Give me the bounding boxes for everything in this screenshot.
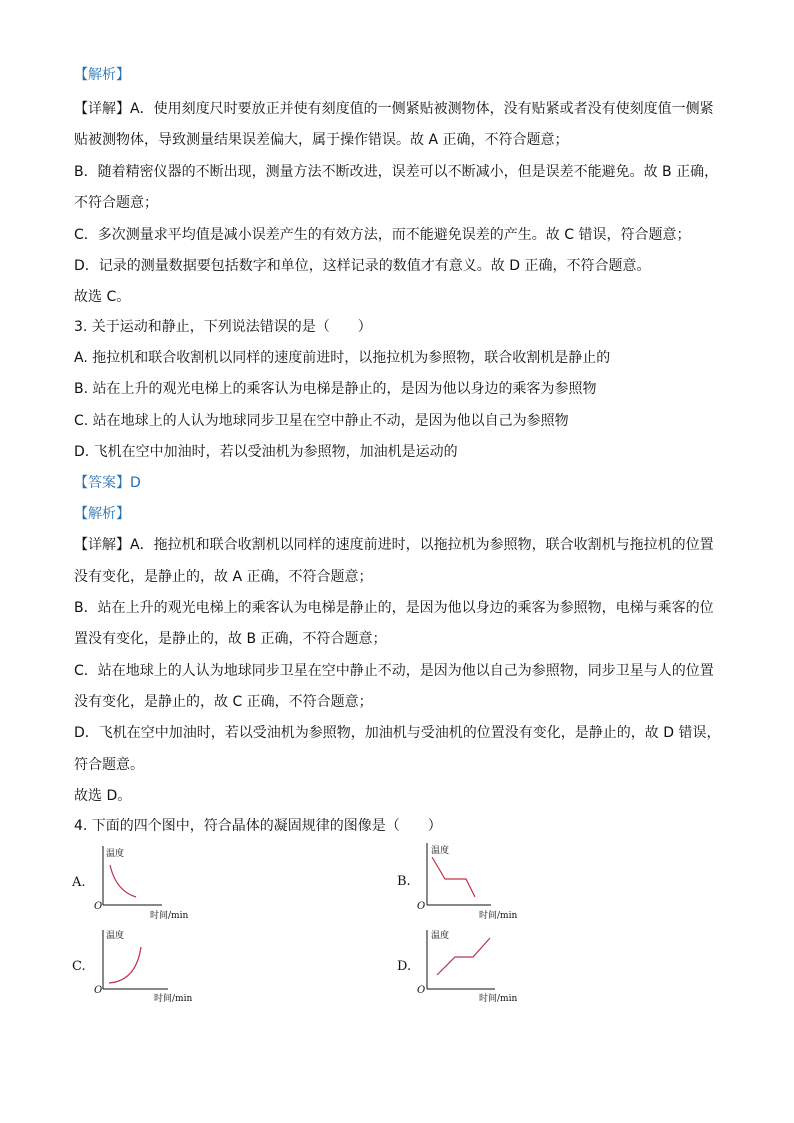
detail-q3-b-line1: B．站在上升的观光电梯上的乘客认为电梯是静止的，是因为他以身边的乘客为参照物，电梯与乘客的位: [74, 600, 714, 616]
graph-option-a: [70, 843, 210, 923]
curve-d: [437, 938, 490, 975]
detail-q3-a-line2: 没有变化，是静止的，故 A 正确，不符合题意；: [74, 569, 373, 585]
graph-option-d: [395, 925, 535, 1003]
detail-q3-d-line1: D．飞机在空中加油时，若以受油机为参照物，加油机与受油机的位置没有变化，是静止的，故 D 错误，: [74, 725, 721, 741]
x-axis-label: 时间/min: [479, 911, 518, 921]
x-axis-label: 时间/min: [150, 911, 189, 921]
detail-q2-b-line2: 不符合题意；: [74, 195, 158, 211]
x-axis-label: 时间/min: [479, 994, 518, 1004]
question-3-option-a: A. 拖拉机和联合收割机以同样的速度前进时，以拖拉机为参照物，联合收割机是静止的: [74, 350, 611, 366]
question-4-stem: 4. 下面的四个图中，符合晶体的凝固规律的图像是（ ）: [74, 818, 442, 834]
detail-q2-b-line1: B．随着精密仪器的不断出现，测量方法不断改进，误差可以不断减小，但是误差不能避免。故 B 正确，: [74, 164, 719, 180]
question-3-stem: 3. 关于运动和静止，下列说法错误的是（ ）: [74, 319, 372, 335]
curve-b: [432, 857, 475, 897]
q3-conclusion: 故选 D。: [74, 788, 132, 804]
detail-q2-a-line2: 贴被测物体，导致测量结果误差偏大，属于操作错误。故 A 正确，不符合题意；: [74, 132, 569, 148]
question-3-option-d: D. 飞机在空中加油时，若以受油机为参照物，加油机是运动的: [74, 444, 458, 460]
detail-q3-d-line2: 符合题意。: [74, 757, 144, 773]
curve-c: [109, 947, 141, 983]
detail-q2-d: D．记录的测量数据要包括数字和单位，这样记录的数值才有意义。故 D 正确，不符合题意。: [74, 258, 651, 274]
detail-q2-c: C．多次测量求平均值是减小误差产生的有效方法，而不能避免误差的产生。故 C 错误，符合题意；: [74, 227, 691, 243]
option-b-label: B.: [397, 874, 411, 889]
y-axis-label: 温度: [431, 846, 450, 856]
option-d-label: D.: [397, 959, 412, 974]
detail-q3-b-line2: 置没有变化，是静止的，故 B 正确，不符合题意；: [74, 631, 387, 647]
analysis-heading-2: 【解析】: [74, 506, 130, 522]
origin-label: O: [94, 901, 103, 912]
option-a-label: A.: [72, 875, 86, 890]
graph-option-b: [395, 840, 535, 922]
y-axis-label: 温度: [106, 931, 125, 941]
curve-a: [110, 865, 136, 897]
origin-label: O: [417, 901, 426, 912]
detail-q2-a-line1: 【详解】A．使用刻度尺时要放正并使有刻度值的一侧紧贴被测物体，没有贴紧或者没有使刻度值一侧紧: [74, 101, 714, 117]
detail-q3-a-line1: 【详解】A．拖拉机和联合收割机以同样的速度前进时，以拖拉机为参照物，联合收割机与拖拉机的位置: [74, 537, 714, 553]
x-axis-label: 时间/min: [154, 994, 193, 1004]
question-3-option-c: C. 站在地球上的人认为地球同步卫星在空中静止不动，是因为他以自己为参照物: [74, 413, 569, 429]
graph-option-c: [70, 925, 210, 1003]
y-axis-label: 温度: [431, 931, 450, 941]
question-3-option-b: B. 站在上升的观光电梯上的乘客认为电梯是静止的，是因为他以身边的乘客为参照物: [74, 381, 597, 397]
analysis-heading-1: 【解析】: [74, 67, 130, 83]
y-axis-label: 温度: [106, 849, 125, 859]
origin-label: O: [94, 985, 103, 996]
answer-heading: 【答案】D: [74, 475, 141, 491]
origin-label: O: [417, 985, 426, 996]
detail-q3-c-line1: C．站在地球上的人认为地球同步卫星在空中静止不动，是因为他以自己为参照物，同步卫星与人的位置: [74, 663, 714, 679]
option-c-label: C.: [72, 959, 86, 974]
detail-q3-c-line2: 没有变化，是静止的，故 C 正确，不符合题意；: [74, 694, 373, 710]
q2-conclusion: 故选 C。: [74, 289, 131, 305]
